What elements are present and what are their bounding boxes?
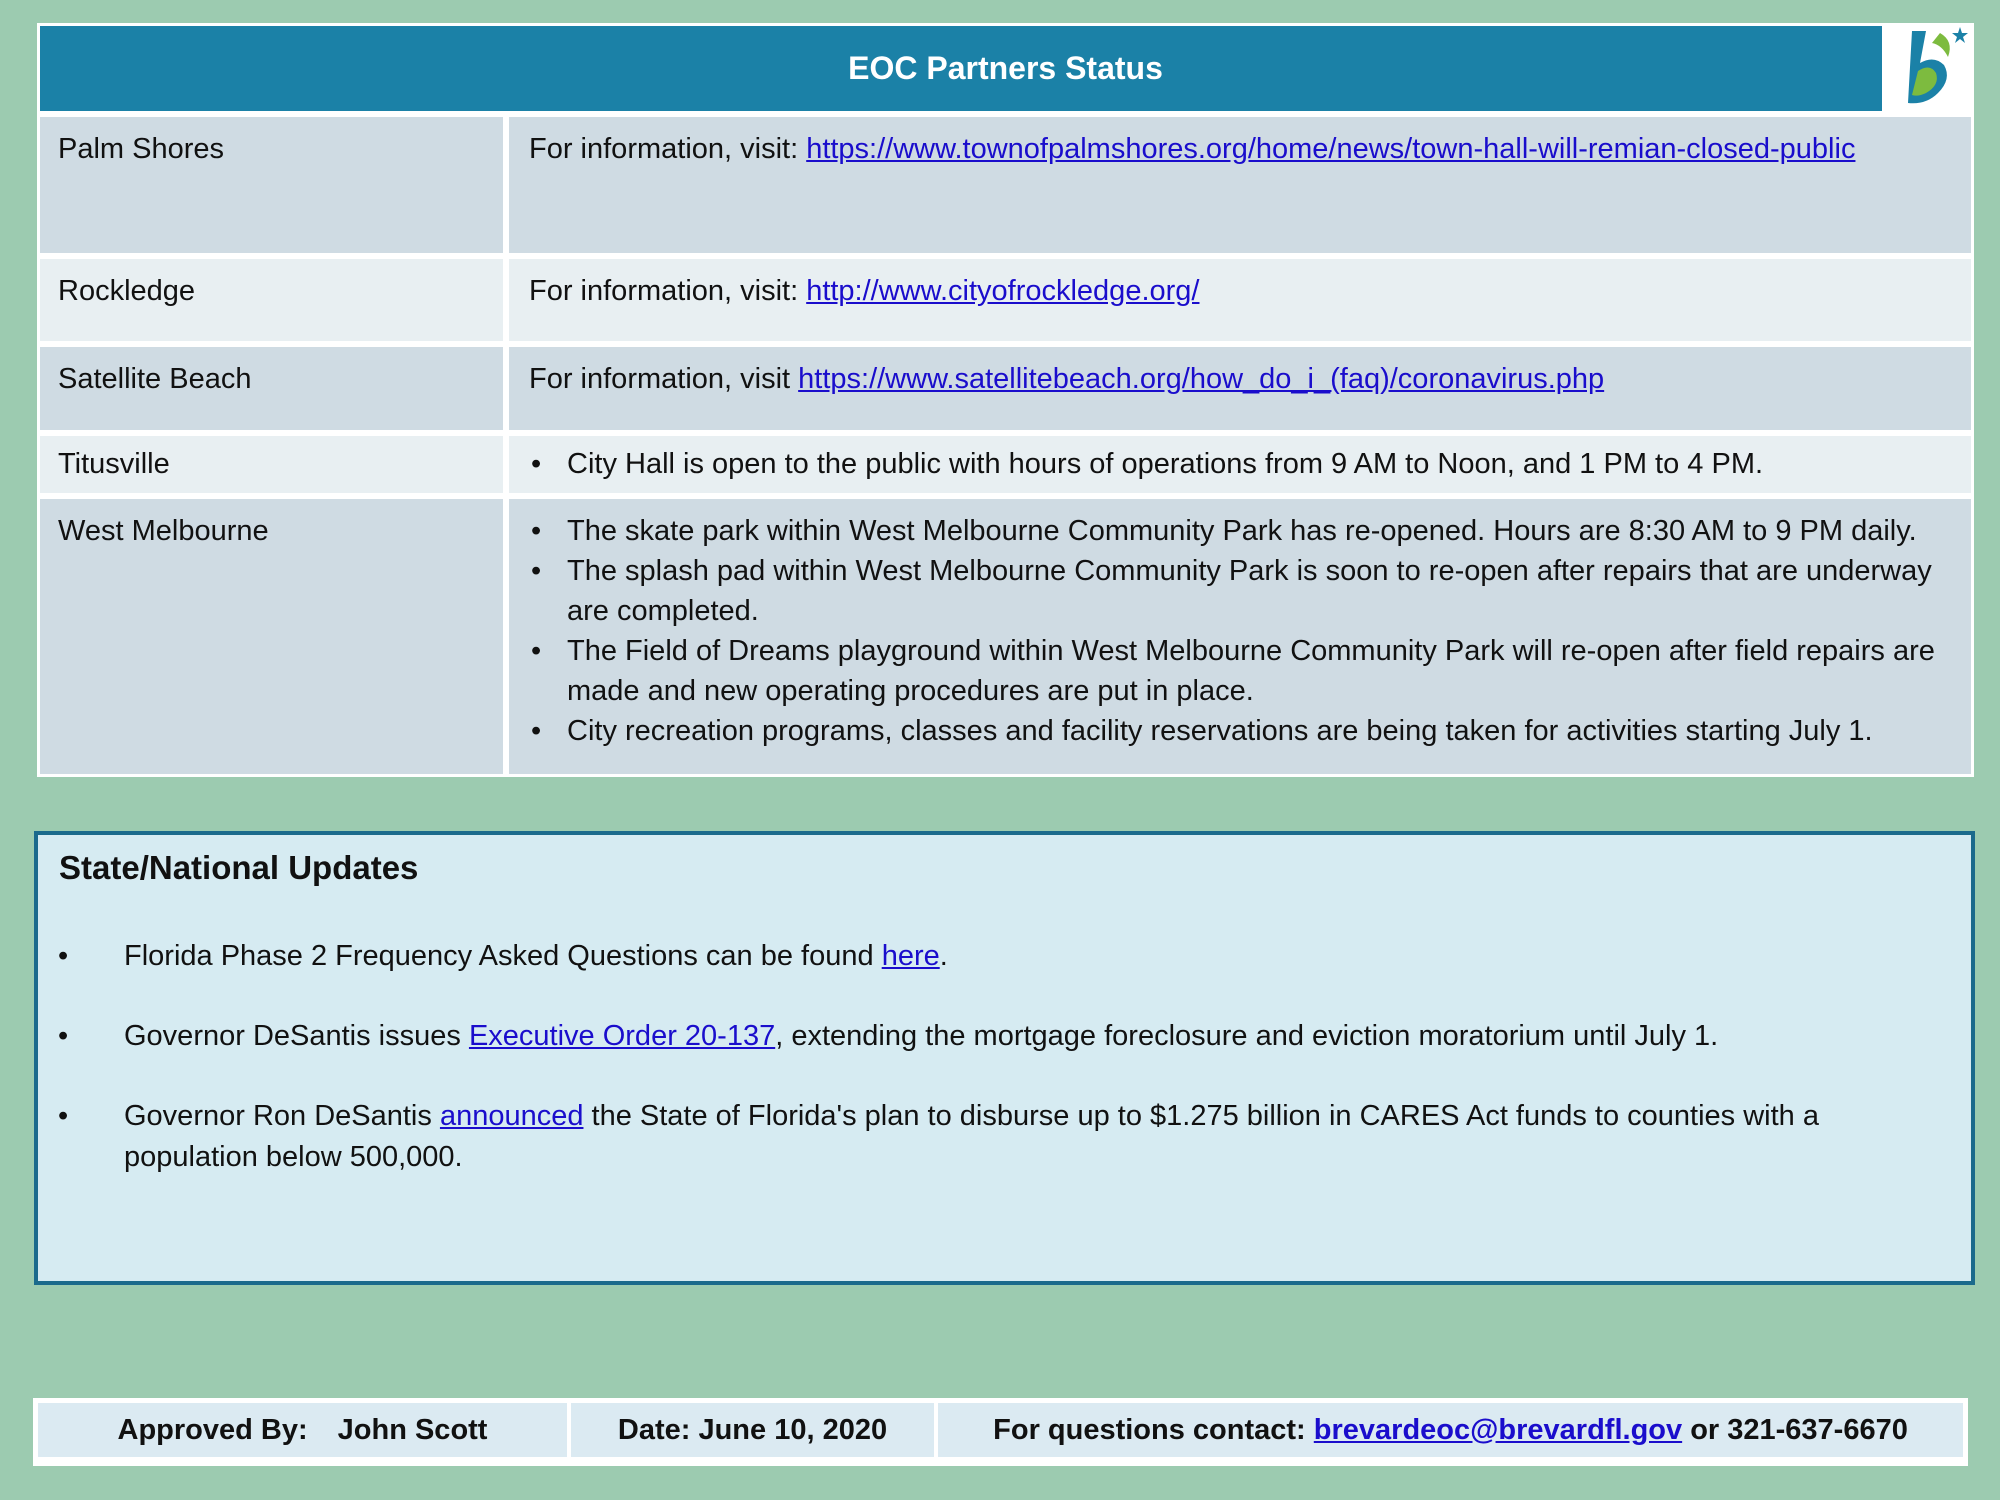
partner-name: Satellite Beach bbox=[40, 347, 503, 430]
partner-name: Titusville bbox=[40, 436, 503, 493]
contact-phone: or 321-637-6670 bbox=[1682, 1413, 1908, 1446]
table-row bbox=[40, 347, 1971, 430]
partner-name: West Melbourne bbox=[40, 499, 503, 774]
update-text bbox=[124, 1016, 1924, 1057]
panel-title: State/National Updates bbox=[59, 849, 419, 886]
brevard-county-logo-icon bbox=[1882, 23, 1974, 116]
palm-shores-link[interactable]: https://www.townofpalmshores.org/home/news/town-hall-will-remian-closed-public bbox=[806, 133, 1856, 165]
bullet-icon: • bbox=[58, 940, 69, 972]
update-text-after: the State of Florida's plan to disburse up to $1.275 billion in CARES Act funds to counties with a population below 500,000. bbox=[124, 1100, 1819, 1173]
partner-name: Rockledge bbox=[40, 259, 503, 341]
list-item: • The skate park within West Melbourne Community Park has re-opened. Hours are 8:30 AM to 9 PM daily. bbox=[529, 511, 1951, 551]
approved-by-cell bbox=[38, 1403, 567, 1457]
update-text-after: , extending the mortgage foreclosure and eviction moratorium until July 1. bbox=[775, 1020, 1719, 1052]
date-text: Date: June 10, 2020 bbox=[617, 1413, 888, 1446]
update-text bbox=[124, 936, 1924, 977]
approved-label: Approved By: bbox=[117, 1413, 308, 1446]
table-row bbox=[40, 117, 1971, 253]
satellite-beach-link[interactable]: https://www.satellitebeach.org/how_do_i_(faq)/coronavirus.php bbox=[798, 363, 1605, 395]
footer-bar bbox=[33, 1398, 1968, 1466]
info-prefix: For information, visit bbox=[529, 363, 799, 395]
table-row bbox=[40, 436, 1971, 493]
list-item: • City Hall is open to the public with hours of operations from 9 AM to Noon, and 1 PM to 4 PM. bbox=[529, 444, 1951, 484]
executive-order-link[interactable]: Executive Order 20-137 bbox=[468, 1020, 776, 1052]
table-row bbox=[40, 499, 1971, 774]
state-national-updates-panel bbox=[34, 831, 1975, 1285]
update-text-before: Governor DeSantis issues bbox=[124, 1020, 469, 1052]
list-item: • City recreation programs, classes and facility reservations are being taken for activities starting July 1. bbox=[529, 711, 1951, 751]
contact-cell bbox=[938, 1403, 1963, 1457]
update-text-before: Governor Ron DeSantis bbox=[124, 1100, 440, 1132]
update-text bbox=[124, 1096, 1924, 1178]
table-title: EOC Partners Status bbox=[40, 26, 1971, 111]
bullet-icon: • bbox=[58, 1020, 69, 1052]
list-item: • The Field of Dreams playground within West Melbourne Community Park will re-open after field repairs are made and new operating procedures are put in place. bbox=[529, 631, 1951, 711]
faq-here-link[interactable]: here bbox=[881, 940, 940, 972]
update-text-before: Florida Phase 2 Frequency Asked Questions can be found bbox=[124, 940, 882, 972]
approved-name: John Scott bbox=[337, 1413, 488, 1446]
bullet-icon: • bbox=[58, 1100, 69, 1132]
info-prefix: For information, visit: bbox=[529, 133, 807, 165]
table-row bbox=[40, 259, 1971, 341]
list-item: • The splash pad within West Melbourne Community Park is soon to re-open after repairs that are underway are completed. bbox=[529, 551, 1951, 631]
partner-info bbox=[509, 259, 1971, 341]
rockledge-link[interactable]: http://www.cityofrockledge.org/ bbox=[806, 275, 1200, 307]
info-prefix: For information, visit: bbox=[529, 275, 807, 307]
partner-info bbox=[509, 436, 1971, 493]
partner-info bbox=[509, 117, 1971, 253]
date-cell bbox=[571, 1403, 934, 1457]
update-text-after: . bbox=[939, 940, 948, 972]
announced-link[interactable]: announced bbox=[439, 1100, 584, 1132]
partner-info bbox=[509, 347, 1971, 430]
partner-info bbox=[509, 499, 1971, 774]
partners-status-table bbox=[37, 23, 1974, 777]
partner-name: Palm Shores bbox=[40, 117, 503, 253]
contact-label: For questions contact: bbox=[993, 1413, 1314, 1446]
contact-email-link[interactable]: brevardeoc@brevardfl.gov bbox=[1313, 1413, 1683, 1446]
